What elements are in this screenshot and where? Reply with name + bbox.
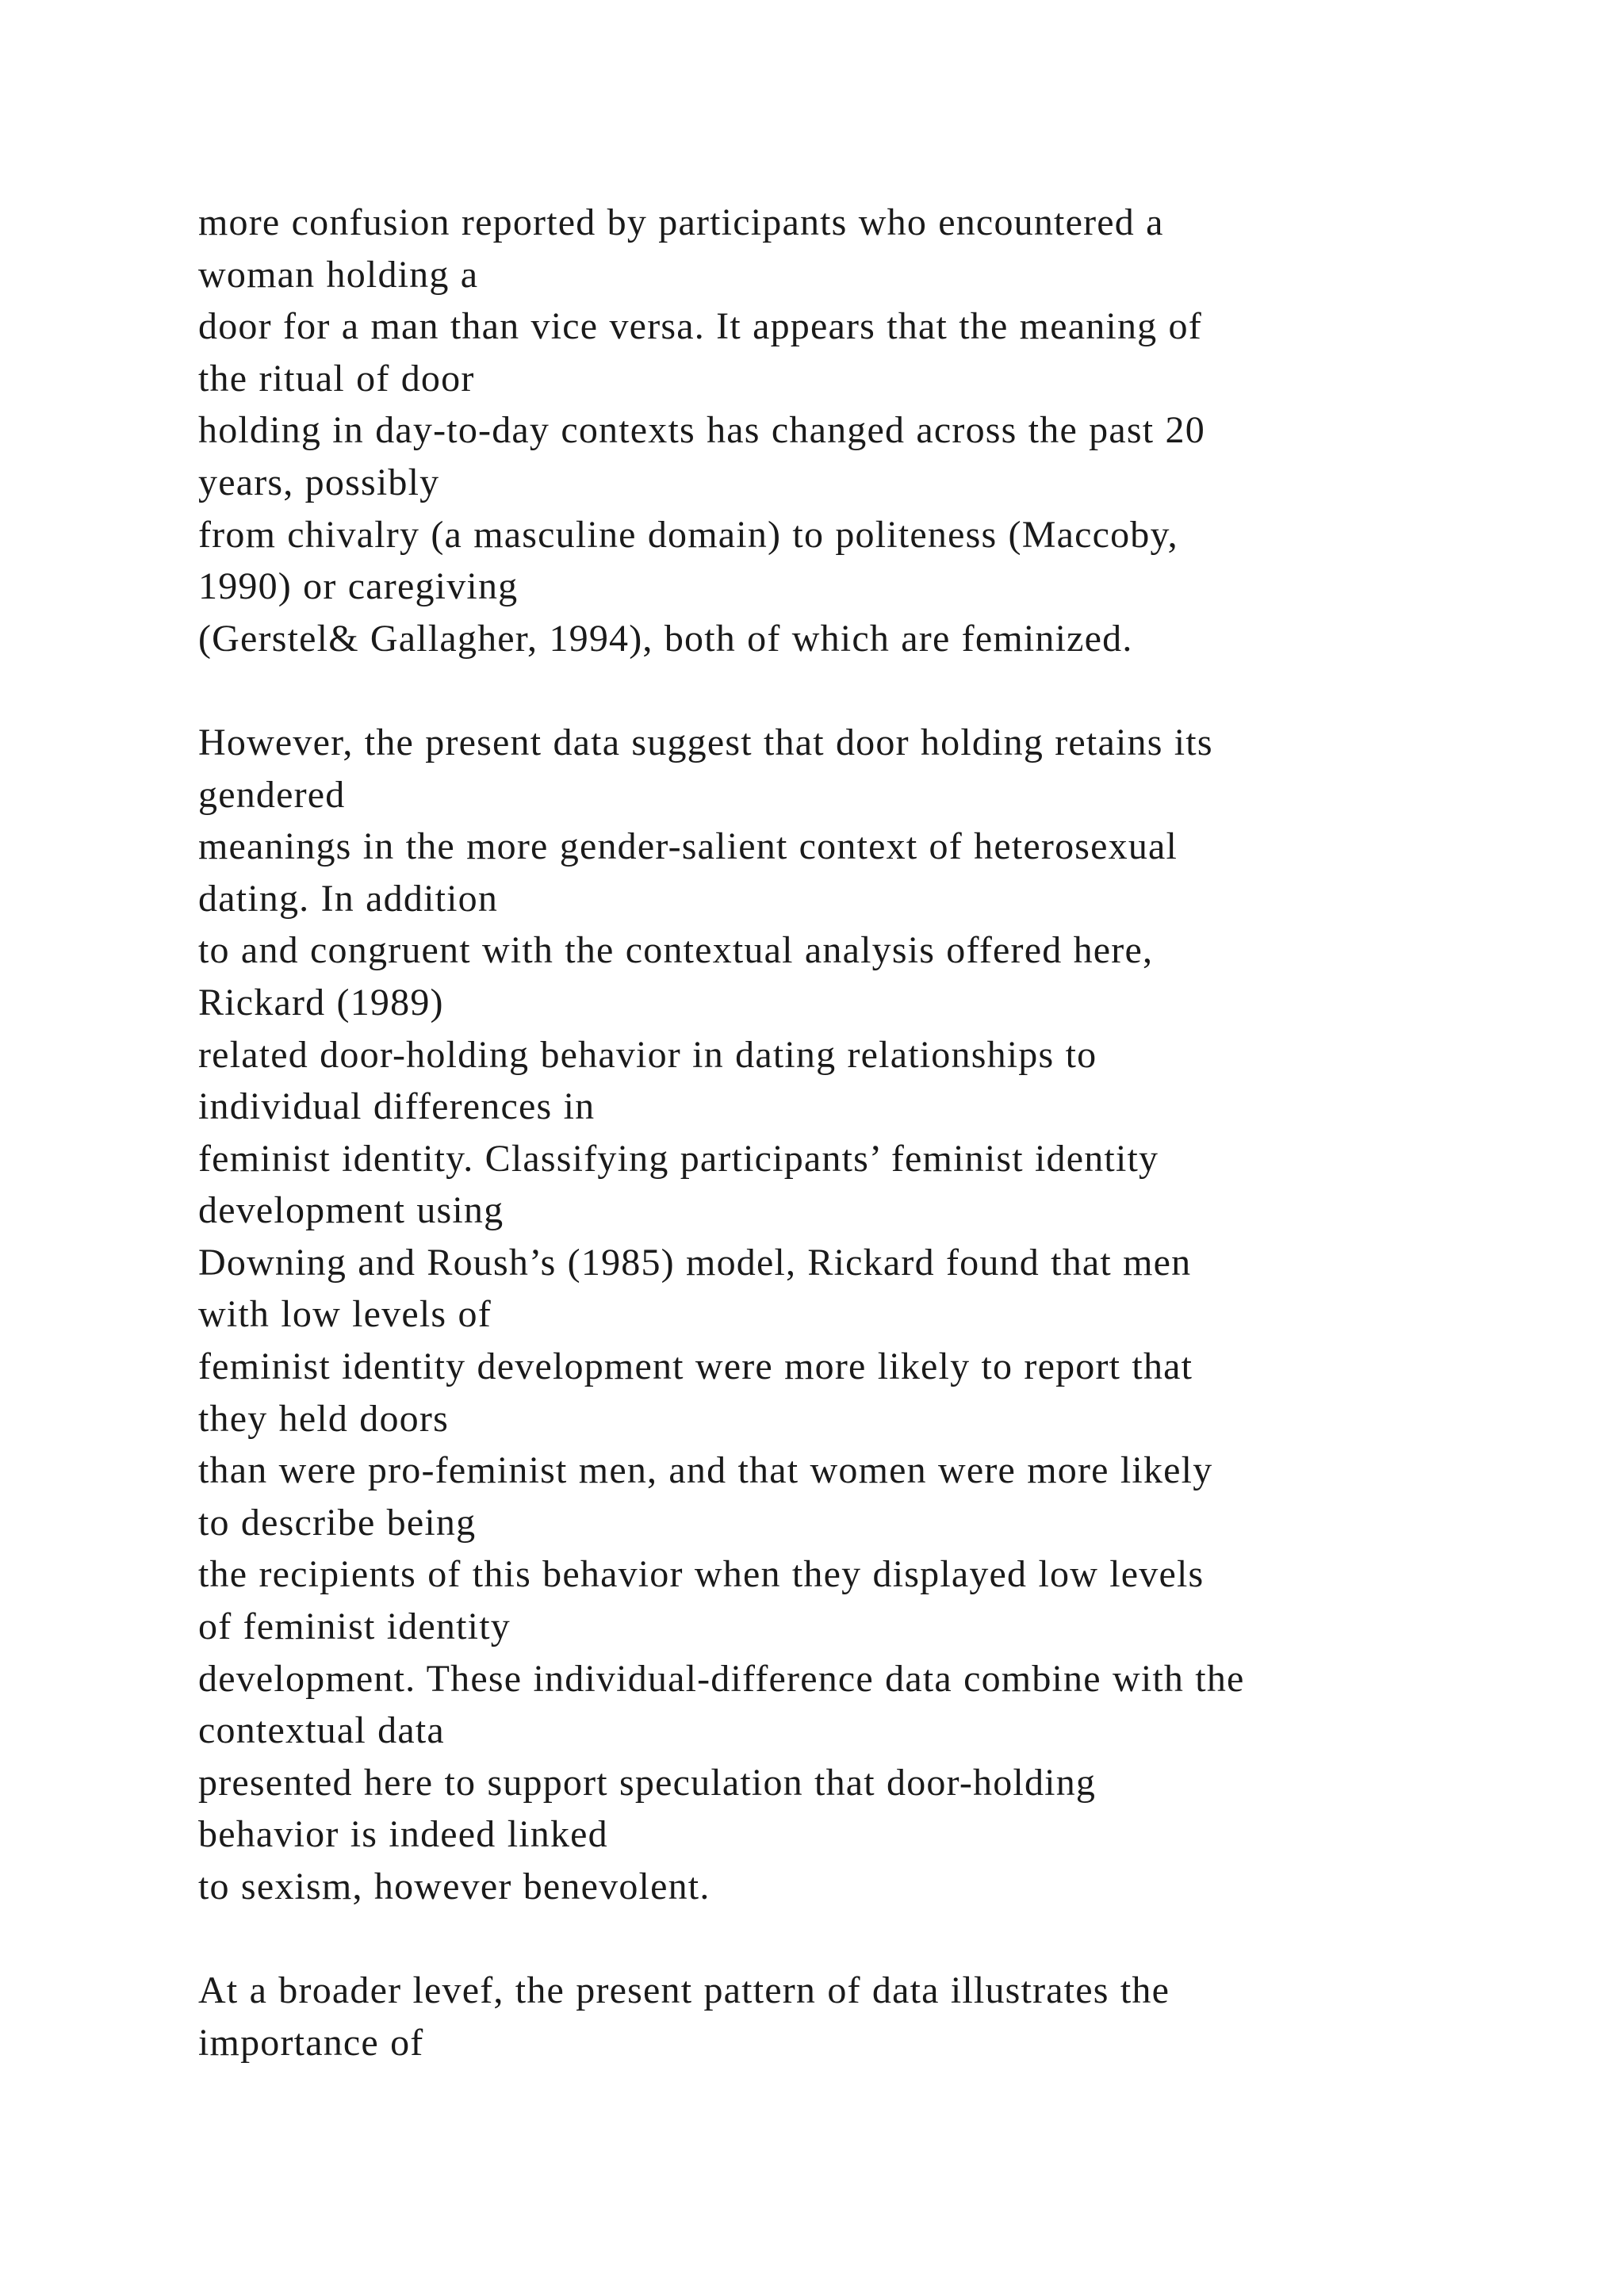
text-line-8: 1990) or caregiving	[198, 565, 519, 608]
text-line-9: (Gerstel& Gallagher, 1994), both of which are feminized.	[198, 617, 1133, 660]
text-line-32: behavior is indeed linked	[198, 1813, 608, 1856]
text-line-30: contextual data	[198, 1709, 445, 1752]
text-line-2: woman holding a	[198, 253, 479, 296]
text-line-21: Downing and Roush’s (1985) model, Rickard found that men	[198, 1241, 1192, 1284]
text-line-23: feminist identity development were more likely to report that	[198, 1345, 1193, 1388]
text-line-31: presented here to support speculation that door-holding	[198, 1761, 1097, 1804]
text-line-11: However, the present data suggest that door holding retains its	[198, 721, 1213, 763]
text-line-33: to sexism, however benevolent.	[198, 1866, 710, 1908]
text-line-7: from chivalry (a masculine domain) to politeness (Maccoby,	[198, 513, 1178, 556]
paragraph-break-1	[198, 664, 1546, 717]
text-line-6: years, possibly	[198, 461, 440, 503]
text-line-1: more confusion reported by participants who encountered a	[198, 201, 1164, 243]
text-line-12: gendered	[198, 773, 346, 816]
text-line-3: door for a man than vice versa. It appears that the meaning of	[198, 305, 1202, 348]
text-line-19: feminist identity. Classifying participants’ feminist identity	[198, 1137, 1159, 1180]
text-line-36: importance of	[198, 2021, 424, 2064]
text-line-13: meanings in the more gender-salient context of heterosexual	[198, 825, 1178, 868]
text-line-28: of feminist identity	[198, 1605, 511, 1648]
text-line-4: the ritual of door	[198, 357, 475, 400]
text-line-24: they held doors	[198, 1397, 449, 1440]
text-line-14: dating. In addition	[198, 877, 499, 920]
text-line-29: development. These individual-difference data combine with the	[198, 1657, 1245, 1700]
paragraph-break-2	[198, 1913, 1546, 1965]
text-line-25: than were pro-feminist men, and that women were more likely	[198, 1449, 1213, 1492]
text-line-26: to describe being	[198, 1501, 477, 1544]
body-text	[198, 197, 1546, 2068]
text-line-16: Rickard (1989)	[198, 981, 444, 1024]
text-line-27: the recipients of this behavior when they displayed low levels	[198, 1553, 1205, 1596]
text-line-17: related door-holding behavior in dating relationships to	[198, 1033, 1097, 1076]
text-line-5: holding in day-to-day contexts has changed across the past 20	[198, 409, 1205, 452]
text-line-35: At a broader levef, the present pattern of data illustrates the	[198, 1969, 1170, 2012]
text-line-18: individual differences in	[198, 1085, 596, 1128]
text-line-20: development using	[198, 1189, 504, 1232]
text-line-15: to and congruent with the contextual analysis offered here,	[198, 929, 1154, 972]
text-line-22: with low levels of	[198, 1293, 492, 1336]
